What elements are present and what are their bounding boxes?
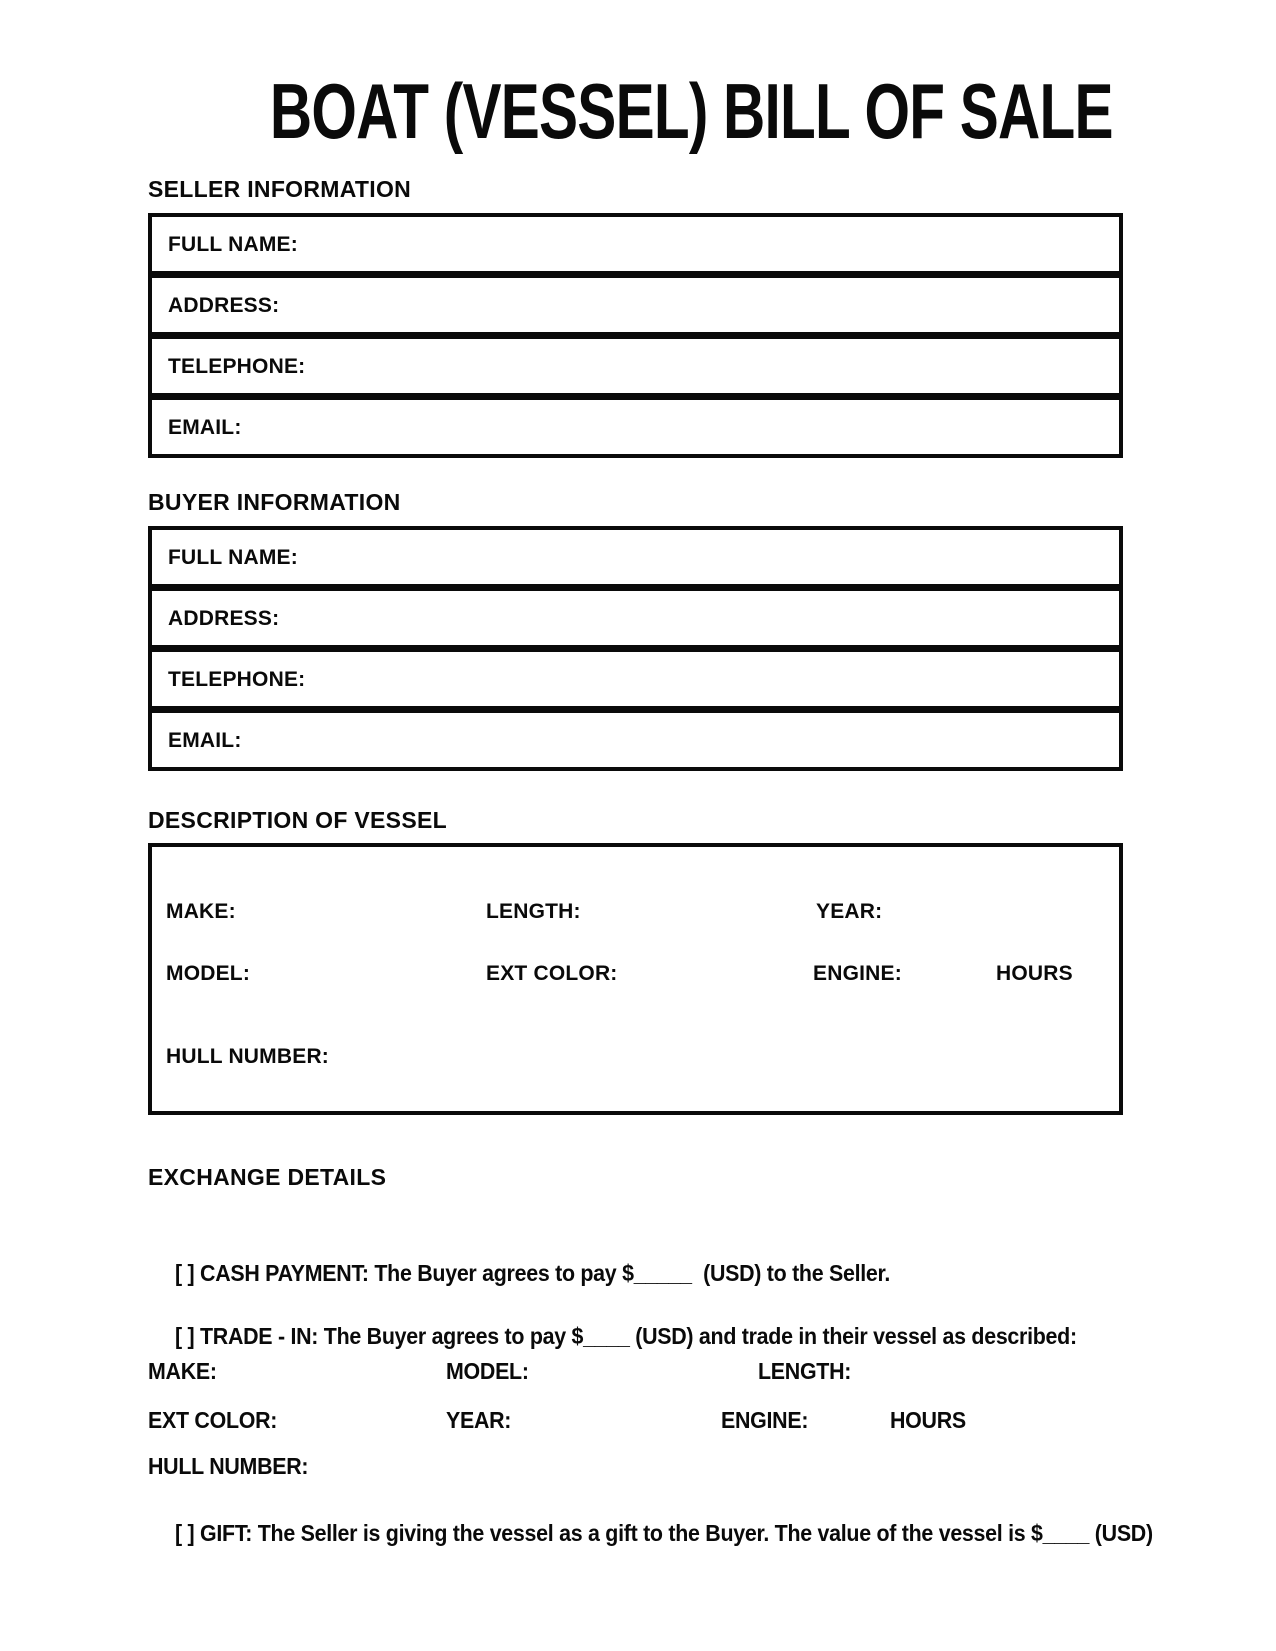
seller-email-field[interactable]	[148, 396, 1123, 458]
document-title: BOAT (VESSEL) BILL OF SALE	[269, 67, 1113, 155]
trade-vessel-row-3[interactable]	[148, 1454, 1123, 1478]
field-label: TELEPHONE:	[168, 354, 306, 378]
field-label: EMAIL:	[168, 728, 242, 752]
vessel-length-label: LENGTH:	[486, 900, 581, 924]
trade-in-text: TRADE - IN: The Buyer agrees to pay $____ (USD) and trade in their vessel as described:	[194, 1323, 1077, 1350]
vessel-row-1	[152, 901, 1119, 927]
cash-payment-text: CASH PAYMENT: The Buyer agrees to pay $_____ (USD) to the Seller.	[194, 1260, 890, 1287]
buyer-email-field[interactable]	[148, 709, 1123, 771]
cash-payment-checkbox[interactable]: [ ]	[174, 1260, 195, 1287]
trade-hours-label: HOURS	[890, 1407, 966, 1434]
gift-checkbox[interactable]: [ ]	[174, 1520, 195, 1547]
vessel-description-box[interactable]	[148, 843, 1123, 1115]
trade-in-option[interactable]	[148, 1306, 1123, 1350]
buyer-telephone-field[interactable]	[148, 648, 1123, 710]
field-label: FULL NAME:	[168, 232, 298, 256]
vessel-engine-label: ENGINE:	[813, 962, 902, 986]
vessel-section-heading: DESCRIPTION OF VESSEL	[148, 807, 447, 834]
vessel-make-label: MAKE:	[166, 900, 236, 924]
vessel-year-label: YEAR:	[816, 900, 883, 924]
buyer-section-heading: BUYER INFORMATION	[148, 489, 401, 516]
trade-make-label: MAKE:	[148, 1358, 217, 1385]
trade-ext-color-label: EXT COLOR:	[148, 1407, 278, 1434]
vessel-model-label: MODEL:	[166, 962, 251, 986]
field-label: EMAIL:	[168, 415, 242, 439]
trade-hull-number-label: HULL NUMBER:	[148, 1453, 309, 1480]
trade-in-checkbox[interactable]: [ ]	[174, 1323, 195, 1350]
gift-text: GIFT: The Seller is giving the vessel as a gift to the Buyer. The value of the vessel is $____ (USD)	[194, 1520, 1153, 1547]
trade-model-label: MODEL:	[446, 1358, 529, 1385]
gift-option[interactable]	[148, 1503, 1153, 1547]
document-content	[148, 0, 1153, 1547]
vessel-hull-number-label: HULL NUMBER:	[166, 1045, 329, 1069]
trade-length-label: LENGTH:	[758, 1358, 852, 1385]
seller-section-heading: SELLER INFORMATION	[148, 176, 412, 203]
vessel-row-2	[152, 963, 1119, 989]
buyer-info-box	[148, 526, 1123, 771]
trade-vessel-row-1[interactable]	[148, 1359, 1123, 1383]
buyer-full-name-field[interactable]	[148, 526, 1123, 588]
vessel-row-3	[152, 1046, 1119, 1072]
seller-address-field[interactable]	[148, 274, 1123, 336]
trade-vessel-row-2[interactable]	[148, 1408, 1123, 1432]
trade-year-label: YEAR:	[446, 1407, 512, 1434]
seller-info-box	[148, 213, 1123, 458]
seller-full-name-field[interactable]	[148, 213, 1123, 275]
vessel-ext-color-label: EXT COLOR:	[486, 962, 618, 986]
exchange-section-heading: EXCHANGE DETAILS	[148, 1164, 387, 1191]
buyer-address-field[interactable]	[148, 587, 1123, 649]
field-label: ADDRESS:	[168, 293, 280, 317]
cash-payment-option[interactable]	[148, 1243, 1123, 1287]
trade-engine-label: ENGINE:	[721, 1407, 809, 1434]
field-label: TELEPHONE:	[168, 667, 306, 691]
field-label: FULL NAME:	[168, 545, 298, 569]
seller-telephone-field[interactable]	[148, 335, 1123, 397]
field-label: ADDRESS:	[168, 606, 280, 630]
vessel-hours-label: HOURS	[996, 962, 1073, 986]
